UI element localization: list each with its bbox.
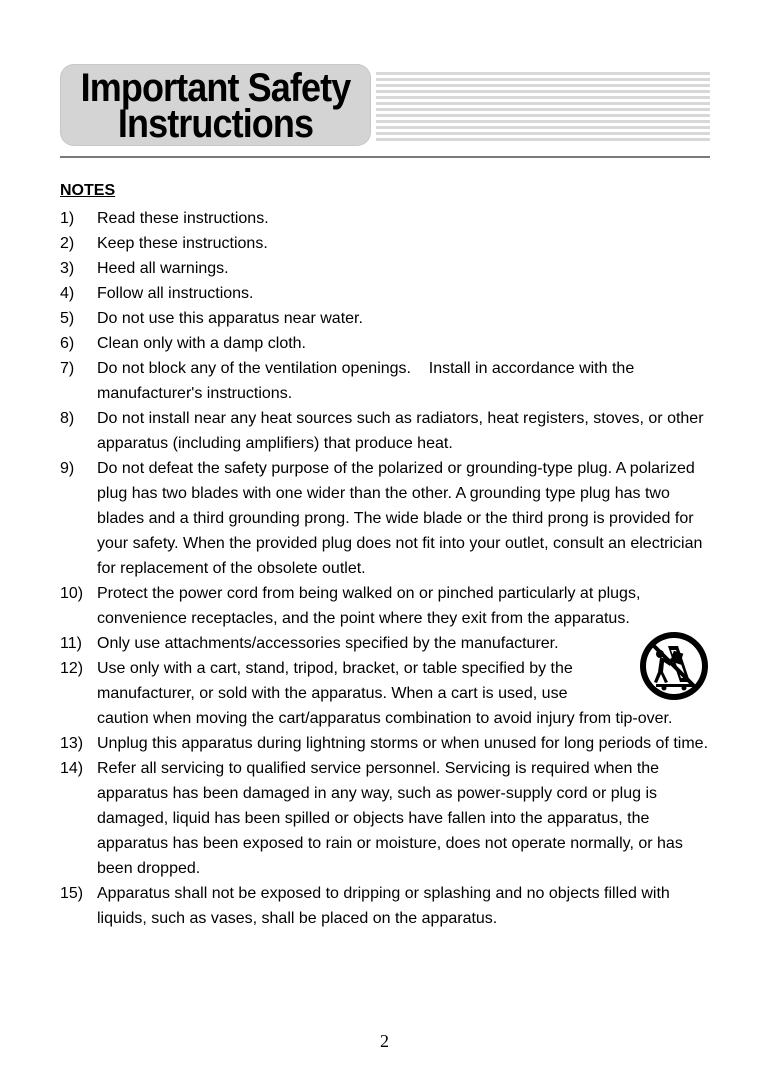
list-item (60, 356, 710, 406)
item-number: 6) (60, 335, 75, 352)
item-number: 13) (60, 735, 84, 752)
item-text: Do not install near any heat sources such as radiators, heat registers, stoves, or other apparatus (including amplifiers) that produce heat. (97, 410, 704, 452)
item-text: Refer all servicing to qualified service personnel. Servicing is required when the apparatus has been damaged in any way, such as power-supply cord or plug is damaged, liquid has been spilled or objects have fallen into the apparatus, the apparatus has been exposed to rain or moisture, does not operate normally, or has been dropped. (97, 760, 683, 877)
page-header (60, 64, 710, 148)
list-item (60, 306, 710, 331)
item-text-line-1: Use only with a cart, stand, tripod, bracket, or table specified by the (97, 660, 573, 677)
item-text: Read these instructions. (97, 210, 269, 227)
item-text: Only use attachments/accessories specified by the manufacturer. (97, 635, 559, 652)
list-item (60, 756, 710, 881)
page-number: 2 (380, 1031, 389, 1051)
item-text-line-3: caution when moving the cart/apparatus combination to avoid injury from tip-over. (97, 710, 673, 727)
title-box (60, 64, 371, 146)
decorative-stripes (376, 72, 710, 144)
list-item (60, 881, 710, 931)
item-number: 14) (60, 760, 84, 777)
item-number: 4) (60, 285, 75, 302)
item-number: 15) (60, 885, 84, 902)
cart-tip-over-warning-icon (638, 630, 710, 702)
header-divider (60, 156, 710, 158)
list-item (60, 231, 710, 256)
item-number: 9) (60, 460, 75, 477)
instructions-list (60, 206, 710, 931)
item-text: Protect the power cord from being walked on or pinched particularly at plugs, convenience receptacles, and the point where they exit from the apparatus. (97, 585, 641, 627)
item-text: Heed all warnings. (97, 260, 229, 277)
item-text: Do not defeat the safety purpose of the polarized or grounding-type plug. A polarized plug has two blades with one wider than the other. A grounding type plug has two blades and a third grounding prong. The wide blade or the third prong is provided for your safety. When the provided plug does not fit into your outlet, consult an electrician for replacement of the obsolete outlet. (97, 460, 703, 577)
list-item (60, 406, 710, 456)
item-number: 2) (60, 235, 75, 252)
item-number: 5) (60, 310, 75, 327)
list-item (60, 631, 710, 656)
item-number: 8) (60, 410, 75, 427)
item-text: Do not block any of the ventilation openings. Install in accordance with the manufacturer's instructions. (97, 360, 639, 402)
item-number: 1) (60, 210, 75, 227)
list-item (60, 656, 710, 731)
item-number: 11) (60, 635, 82, 652)
item-text: Apparatus shall not be exposed to dripping or splashing and no objects filled with liquids, such as vases, shall be placed on the apparatus. (97, 885, 670, 927)
item-number: 7) (60, 360, 75, 377)
list-item (60, 331, 710, 356)
list-item (60, 256, 710, 281)
item-number: 10) (60, 585, 84, 602)
list-item (60, 581, 710, 631)
list-item (60, 731, 710, 756)
item-text: Clean only with a damp cloth. (97, 335, 306, 352)
list-item (60, 206, 710, 231)
item-text: Unplug this apparatus during lightning storms or when unused for long periods of time. (97, 735, 709, 752)
item-text: Follow all instructions. (97, 285, 254, 302)
item-text-line-2: manufacturer, or sold with the apparatus. When a cart is used, use (97, 685, 568, 702)
list-item (60, 456, 710, 581)
item-text: Do not use this apparatus near water. (97, 310, 363, 327)
notes-heading: NOTES (60, 182, 116, 199)
item-number: 3) (60, 260, 75, 277)
list-item (60, 281, 710, 306)
item-number: 12) (60, 660, 84, 677)
item-text: Keep these instructions. (97, 235, 268, 252)
page-title-line-2: Instructions (117, 102, 314, 146)
page-title-line-1: Important Safety (80, 66, 351, 110)
